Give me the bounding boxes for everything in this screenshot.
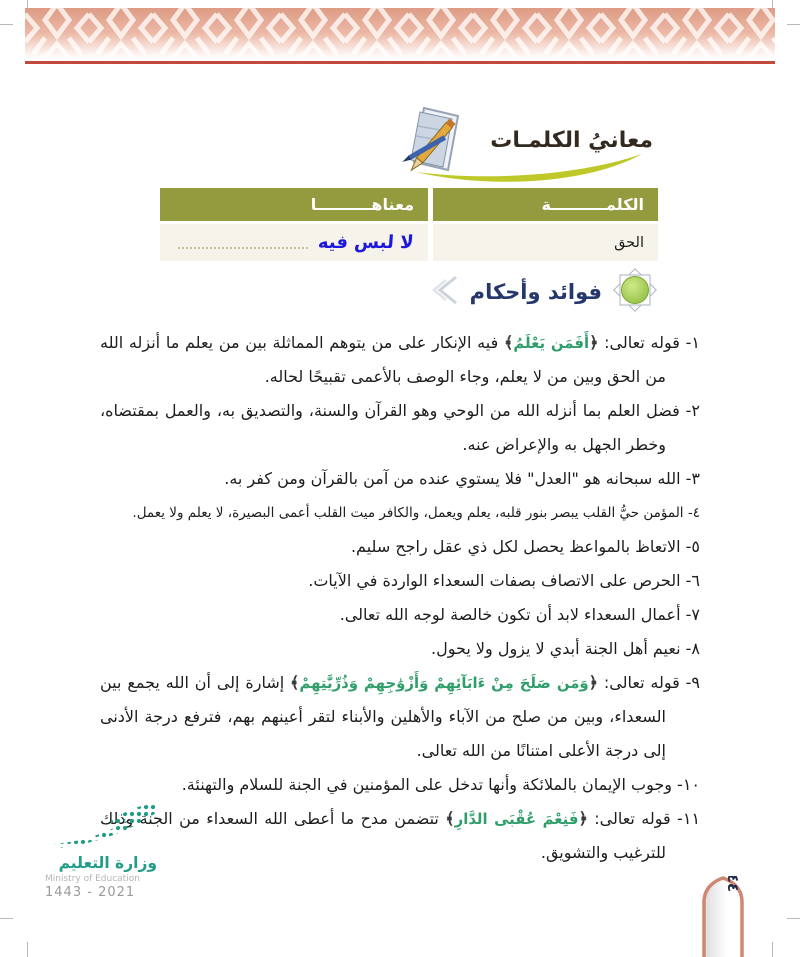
quote-bracket-close: ﴾ xyxy=(290,673,300,692)
quote-bracket-open: ﴿ xyxy=(578,809,588,828)
benefit-text: الحرص على الاتصاف بصفات السعداء الواردة في الآيات. xyxy=(308,571,681,590)
ministry-logo-dots xyxy=(52,804,157,848)
column-header-word: الكلمــــــــــة xyxy=(433,188,658,221)
crop-mark xyxy=(787,24,800,25)
benefit-number: ٢- xyxy=(679,401,700,420)
benefit-item-4 xyxy=(100,496,700,530)
edition-years: 2021 - 1443 xyxy=(45,885,136,900)
benefit-number: ٨- xyxy=(680,639,700,658)
benefit-text: قوله تعالى: xyxy=(598,673,680,692)
benefit-text: قوله تعالى: xyxy=(598,333,680,352)
benefit-item-11 xyxy=(100,802,700,870)
benefit-text: تتضمن مدح ما أعطى الله السعداء من الجنة وذلك للترغيب والتشويق. xyxy=(100,809,666,862)
benefit-number: ١١- xyxy=(670,809,701,828)
word-meanings-title: معانيُ الكلمـات xyxy=(490,128,653,153)
quran-quote: أَفَمَن يَعْلَمُ xyxy=(513,334,590,352)
benefit-item-9 xyxy=(100,666,700,768)
crop-mark xyxy=(0,918,13,919)
benefits-list xyxy=(100,326,700,870)
quran-quote: وَمَن صَلَحَ مِنْ ءَابَآئِهِمْ وَأَزْوَٰجِهِمْ وَذُرِّيَّٰتِهِمْ xyxy=(299,674,589,692)
benefit-text: نعيم أهل الجنة أبدي لا يزول ولا يحول. xyxy=(431,639,681,658)
quote-bracket-close: ﴾ xyxy=(445,809,455,828)
header-band-pattern xyxy=(25,8,775,58)
quote-bracket-open: ﴿ xyxy=(588,673,599,692)
crop-mark xyxy=(0,24,13,25)
benefit-item-10 xyxy=(100,768,700,802)
table-row xyxy=(160,224,658,261)
swoosh-decoration xyxy=(414,152,644,192)
word-cell: الحق xyxy=(433,224,658,261)
chevron-left-icon xyxy=(432,273,462,311)
benefit-item-2 xyxy=(100,394,700,462)
table-header-row xyxy=(160,188,658,221)
benefit-text: إشارة إلى أن الله يجمع بين السعداء، وبين من صلح من الآباء والأهلين والأبناء لتقر أعينهم بهم، فترفع درجة الأدنى إلى درجة الأعلى امتنانًا من الله تعالى. xyxy=(100,673,666,760)
meaning-answer: لا لبس فيه xyxy=(317,232,415,253)
benefit-text: وجوب الإيمان بالملائكة وأنها تدخل على المؤمنين في الجنة للسلام والتهنئة. xyxy=(181,775,672,794)
benefit-text: فضل العلم بما أنزله الله من الوحي وهو القرآن والسنة، والتصديق به، والعمل بمقتضاه، وخطر الجهل به والإعراض عنه. xyxy=(100,401,680,454)
benefit-item-5 xyxy=(100,530,700,564)
meaning-cell xyxy=(160,224,428,261)
column-header-meaning: معناهــــــــــا xyxy=(160,188,428,221)
benefit-item-1 xyxy=(100,326,700,394)
benefit-item-8 xyxy=(100,632,700,666)
crop-mark xyxy=(27,942,28,957)
benefit-text: أعمال السعداء لابد أن تكون خالصة لوجه الله تعالى. xyxy=(339,605,681,624)
word-meanings-header xyxy=(380,104,665,192)
star-medallion-icon xyxy=(610,265,660,319)
quote-bracket-close: ﴾ xyxy=(503,333,514,352)
benefit-number: ٧- xyxy=(680,605,700,624)
quran-quote: فَنِعْمَ عُقْبَى الدَّارِ xyxy=(454,810,579,828)
benefit-number: ٥- xyxy=(680,537,700,556)
benefit-text: الاتعاظ بالمواعظ يحصل لكل ذي عقل راجح سليم. xyxy=(350,537,681,556)
benefit-text: فيه الإنكار على من يتوهم المماثلة بين من يعلم ما أنزله الله من الحق وبين من لا يعلم، وجاء الوصف بالأعمى تقبيحًا لحاله. xyxy=(100,333,666,386)
crop-mark xyxy=(772,942,773,957)
ministry-logo xyxy=(45,804,157,900)
page-number-tab xyxy=(698,876,748,957)
benefit-item-3 xyxy=(100,462,700,496)
quote-bracket-open: ﴿ xyxy=(589,333,599,352)
benefit-number: ١- xyxy=(679,333,700,352)
header-divider-line xyxy=(25,61,775,64)
benefit-number: ٣- xyxy=(680,469,700,488)
benefit-number: ١٠- xyxy=(671,775,700,794)
benefit-number: ٩- xyxy=(679,673,701,692)
benefit-text: المؤمن حيُّ القلب يبصر بنور قلبه، يعلم ويعمل، والكافر ميت القلب أعمى البصيرة، لا يعلم ولا يعمل. xyxy=(132,505,684,521)
benefit-number: ٦- xyxy=(680,571,700,590)
page-number: ١٤٤ xyxy=(724,876,742,892)
benefits-header xyxy=(432,266,660,318)
benefit-text: الله سبحانه هو "العدل" فلا يستوي عنده من آمن بالقرآن ومن كفر به. xyxy=(224,469,681,488)
benefits-title: فوائد وأحكام xyxy=(469,280,602,304)
benefit-text: قوله تعالى: xyxy=(587,809,671,828)
benefit-number: ٤- xyxy=(683,505,700,521)
dotted-answer-line xyxy=(178,227,308,249)
benefit-item-7 xyxy=(100,598,700,632)
benefit-item-6 xyxy=(100,564,700,598)
crop-mark xyxy=(787,918,800,919)
word-meanings-table xyxy=(160,188,658,261)
ministry-name-arabic: وزارة التعليم xyxy=(58,854,157,872)
ministry-name-english: Ministry of Education xyxy=(45,874,140,884)
